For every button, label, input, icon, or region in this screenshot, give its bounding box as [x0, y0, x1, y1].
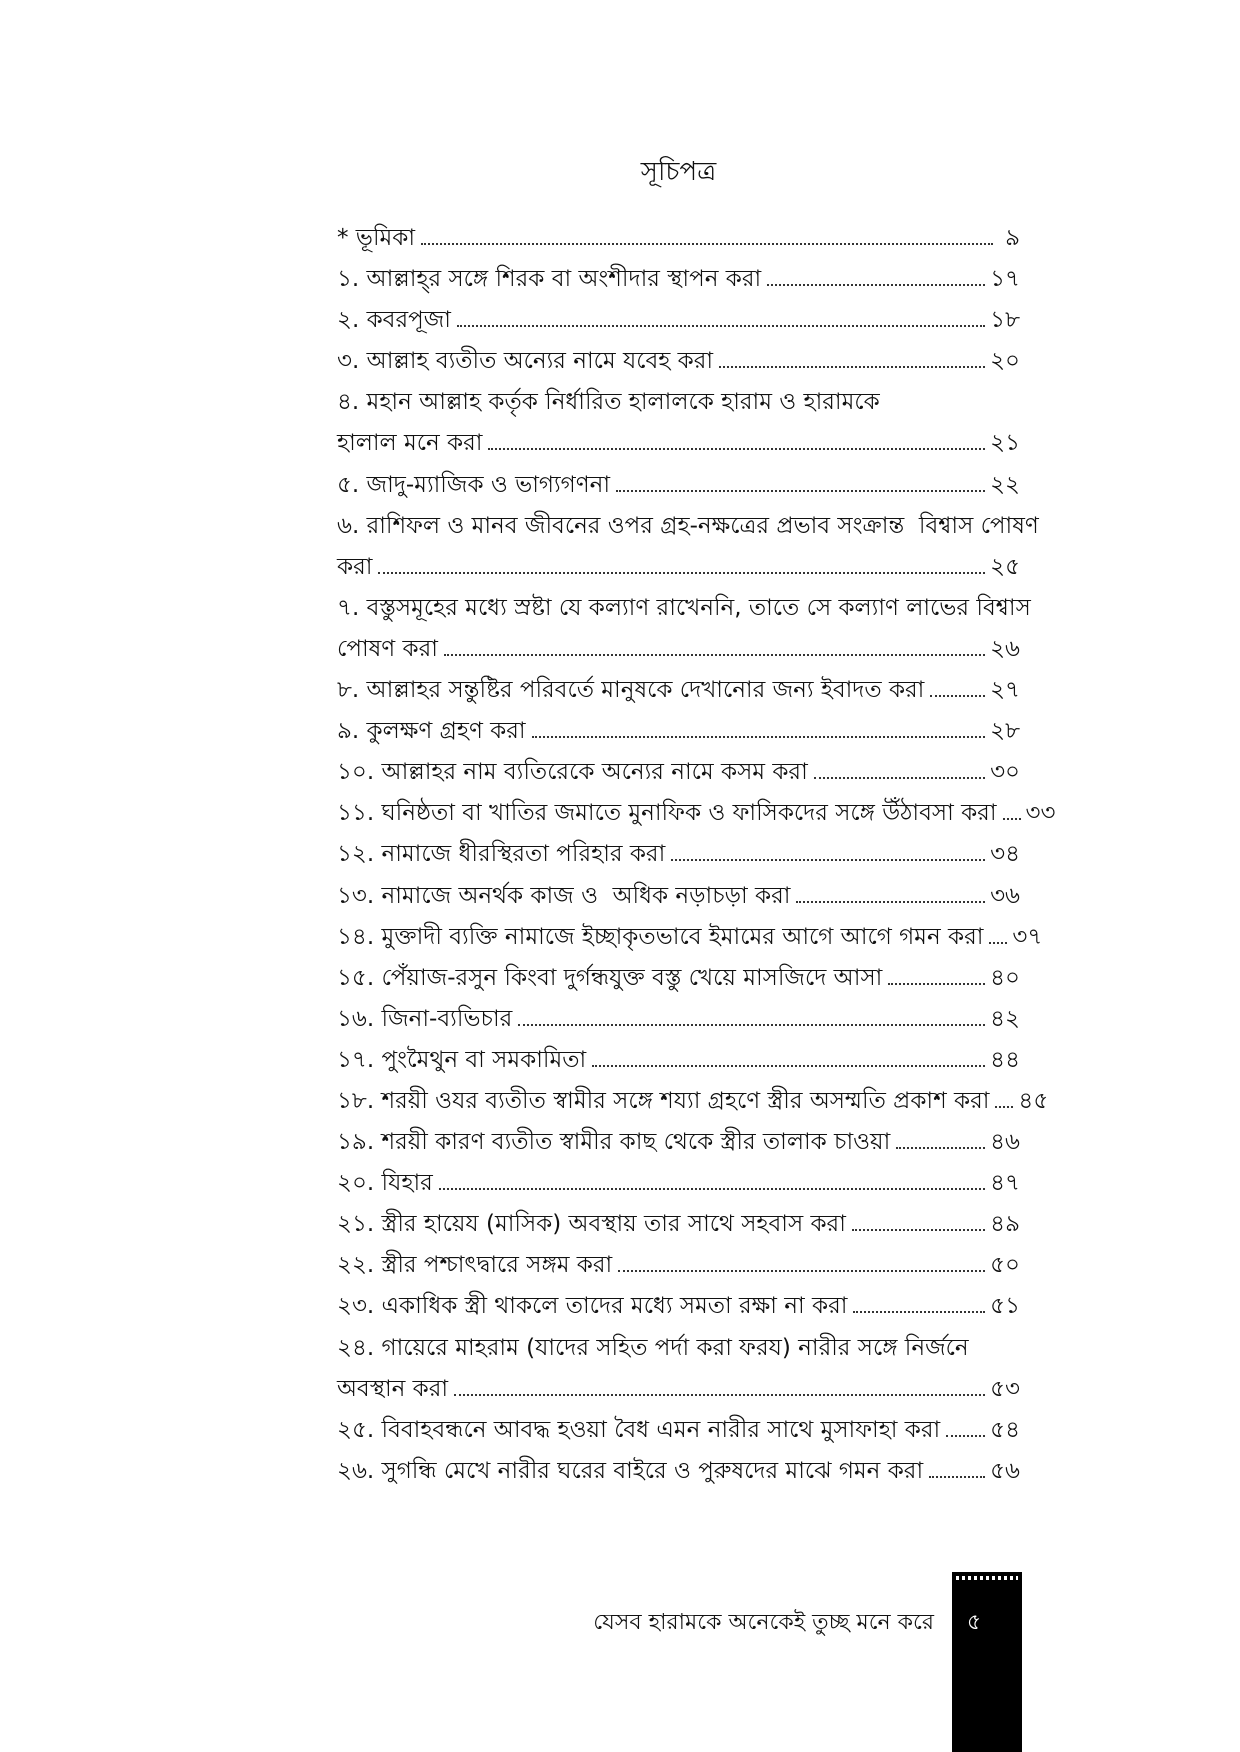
toc-entry-title-continued: করা [337, 553, 373, 580]
table-of-contents [337, 218, 1056, 1492]
thumb-tab-serrated-edge [956, 1576, 1018, 1580]
thumb-tab [952, 1572, 1022, 1752]
dot-leader [767, 284, 985, 286]
toc-entry-title: ৭. বস্তুসমূহের মধ্যে স্রষ্টা যে কল্যাণ রাখেননি, তাতে সে কল্যাণ লাভের বিশ্বাস [337, 594, 1031, 621]
toc-entry-title: ২৫. বিবাহবন্ধনে আবদ্ধ হওয়া বৈধ এমন নারীর সাথে মুসাফাহা করা [337, 1416, 941, 1443]
toc-entry-page: ৪০ [990, 964, 1020, 991]
toc-entry-page: ১৮ [990, 307, 1020, 334]
toc-entry [337, 382, 1020, 464]
running-footer-title: যেসব হারামকে অনেকেই তুচ্ছ মনে করে [593, 1610, 934, 1635]
dot-leader [930, 695, 985, 697]
dot-leader [671, 859, 985, 861]
toc-entry [337, 834, 1020, 875]
toc-entry-page: ৪৫ [1018, 1087, 1049, 1114]
toc-entry-title: ১১. ঘনিষ্ঠতা বা খাতির জমাতে মুনাফিক ও ফাসিকদের সঙ্গে উঁঠাবসা করা [337, 800, 997, 827]
toc-entry [337, 1204, 1020, 1245]
toc-entry [337, 1451, 1020, 1492]
toc-entry-page: ৩৩ [1025, 800, 1056, 827]
toc-entry [337, 588, 1031, 670]
dot-leader [532, 736, 986, 738]
toc-entry-title: ১৩. নামাজে অনর্থক কাজ ও অধিক নড়াচড়া করা [337, 882, 791, 909]
toc-entry-title: ২. কবরপূজা [337, 307, 451, 334]
toc-entry-page: ৫৬ [990, 1457, 1020, 1484]
dot-leader [592, 1065, 985, 1067]
dot-leader [995, 1106, 1013, 1108]
toc-entry [337, 670, 1020, 711]
toc-entry-page: ৫৩ [990, 1375, 1020, 1402]
toc-entry [337, 999, 1020, 1040]
toc-entry-title: ১৬. জিনা-ব্যভিচার [337, 1005, 513, 1032]
toc-entry-title: ৬. রাশিফল ও মানব জীবনের ওপর গ্রহ-নক্ষত্রের প্রভাব সংক্রান্ত বিশ্বাস পোষণ [337, 512, 1039, 539]
toc-entry-title: ৫. জাদু-ম্যাজিক ও ভাগ্যগণনা [337, 471, 611, 498]
dot-leader [989, 942, 1007, 944]
toc-entry-title: * ভূমিকা [337, 225, 416, 251]
dot-leader [719, 366, 985, 368]
toc-entry-title: ৯. কুলক্ষণ গ্রহণ করা [337, 718, 526, 745]
toc-entry [337, 506, 1039, 588]
dot-leader [439, 1188, 985, 1190]
dot-leader [457, 325, 985, 327]
dot-leader [616, 490, 985, 492]
dot-leader [852, 1229, 985, 1231]
dot-leader [929, 1476, 985, 1478]
dot-leader [853, 1311, 985, 1313]
toc-entry [337, 1081, 1049, 1122]
toc-entry-page: ৫০ [990, 1252, 1020, 1279]
toc-entry [337, 218, 1020, 259]
toc-entry-page: ১৭ [990, 266, 1020, 293]
dot-leader [1003, 818, 1021, 820]
toc-entry-line [337, 1369, 1020, 1410]
dot-leader [378, 572, 985, 574]
dot-leader [518, 1024, 985, 1026]
toc-entry-line [337, 1328, 1020, 1369]
toc-entry-page: ৪৬ [990, 1129, 1020, 1156]
toc-entry-page: ৪৭ [990, 1170, 1020, 1197]
toc-entry-page: ৫৪ [990, 1416, 1020, 1443]
toc-entry-title: ১. আল্লাহ্‌র সঙ্গে শিরক বা অংশীদার স্থাপন করা [337, 266, 762, 293]
toc-entry-title: ২৩. একাধিক স্ত্রী থাকলে তাদের মধ্যে সমতা রক্ষা না করা [337, 1293, 848, 1320]
toc-entry-title: ৩. আল্লাহ ব্যতীত অন্যের নামে যবেহ করা [337, 348, 714, 375]
dot-leader [946, 1435, 985, 1437]
toc-entry-line [337, 629, 1020, 670]
toc-entry-title: ২০. যিহার [337, 1170, 433, 1197]
toc-entry-page: ৪২ [990, 1005, 1020, 1032]
toc-entry-title-continued: অবস্থান করা [337, 1375, 449, 1402]
toc-entry [337, 752, 1020, 793]
toc-entry-page: ৪৪ [990, 1046, 1020, 1073]
toc-entry-page: ২২ [990, 471, 1020, 498]
toc-entry-title: ২২. স্ত্রীর পশ্চাৎদ্বারে সঙ্গম করা [337, 1252, 613, 1279]
toc-entry-page: ৩৭ [1012, 923, 1043, 950]
toc-entry [337, 1286, 1020, 1327]
toc-entry-title: ১২. নামাজে ধীরস্থিরতা পরিহার করা [337, 841, 666, 868]
toc-entry-line [337, 506, 1039, 547]
page-number: ৫ [966, 1610, 982, 1635]
toc-entry-title: ৮. আল্লাহর সন্তুষ্টির পরিবর্তে মানুষকে দেখানোর জন্য ইবাদত করা [337, 677, 925, 704]
toc-entry-page: ২৮ [990, 718, 1020, 745]
toc-entry-title: ১৯. শরয়ী কারণ ব্যতীত স্বামীর কাছ থেকে স্ত্রীর তালাক চাওয়া [337, 1129, 891, 1156]
toc-entry [337, 341, 1020, 382]
toc-entry-title: ১৮. শরয়ী ওযর ব্যতীত স্বামীর সঙ্গে শয্যা গ্রহণে স্ত্রীর অসম্মতি প্রকাশ করা [337, 1087, 990, 1114]
toc-entry [337, 958, 1020, 999]
toc-entry [337, 917, 1043, 958]
toc-entry-title: ১৪. মুক্তাদী ব্যক্তি নামাজে ইচ্ছাকৃতভাবে ইমামের আগে আগে গমন করা [337, 923, 984, 950]
toc-entry [337, 300, 1020, 341]
toc-entry [337, 1245, 1020, 1286]
toc-entry-page: ৩০ [990, 759, 1020, 786]
toc-entry-title: ৪. মহান আল্লাহ কর্তৃক নির্ধারিত হালালকে হারাম ও হারামকে [337, 389, 880, 416]
toc-entry-title: ২৬. সুগন্ধি মেখে নারীর ঘরের বাইরে ও পুরুষদের মাঝে গমন করা [337, 1457, 924, 1484]
toc-entry [337, 1410, 1020, 1451]
toc-entry-title-continued: পোষণ করা [337, 635, 438, 662]
toc-entry [337, 1163, 1020, 1204]
dot-leader [454, 1394, 985, 1396]
toc-entry-title: ২৪. গায়েরে মাহরাম (যাদের সহিত পর্দা করা ফরয) নারীর সঙ্গে নির্জনে [337, 1334, 969, 1361]
dot-leader [896, 1147, 985, 1149]
toc-entry [337, 1040, 1020, 1081]
toc-entry [337, 1328, 1020, 1410]
toc-entry [337, 876, 1020, 917]
dot-leader [888, 983, 985, 985]
toc-entry-page: ২৭ [990, 677, 1020, 704]
toc-entry-page: ২৫ [990, 553, 1020, 580]
toc-entry-page: ৩৬ [990, 882, 1020, 909]
toc-entry-page: ৪৯ [990, 1211, 1020, 1238]
toc-entry [337, 259, 1020, 300]
toc-entry-page: ৯ [1005, 225, 1020, 251]
toc-entry-page: ২৬ [990, 635, 1020, 662]
toc-entry-page: ৫১ [990, 1293, 1020, 1320]
toc-entry-line [337, 588, 1031, 629]
toc-entry-line [337, 423, 1020, 464]
toc-entry-line [337, 547, 1020, 588]
toc-entry-title-continued: হালাল মনে করা [337, 430, 483, 457]
toc-entry-title: ১৫. পেঁয়াজ-রসুন কিংবা দুর্গন্ধযুক্ত বস্তু খেয়ে মাসজিদে আসা [337, 964, 883, 991]
dot-leader [796, 901, 985, 903]
toc-entry-title: ১০. আল্লাহর নাম ব্যতিরেকে অন্যের নামে কসম করা [337, 759, 808, 786]
toc-entry [337, 711, 1020, 752]
toc-entry-title: ১৭. পুংমৈথুন বা সমকামিতা [337, 1046, 587, 1073]
dot-leader [488, 448, 985, 450]
toc-entry-line [337, 382, 1020, 423]
dot-leader [444, 654, 985, 656]
dot-leader [421, 243, 993, 245]
toc-entry [337, 793, 1056, 834]
toc-entry-page: ২০ [990, 348, 1020, 375]
dot-leader [814, 777, 985, 779]
toc-entry-title: ২১. স্ত্রীর হায়েয (মাসিক) অবস্থায় তার সাথে সহবাস করা [337, 1211, 846, 1238]
toc-entry [337, 465, 1020, 506]
dot-leader [618, 1270, 985, 1272]
page-title: সূচিপত্র [640, 157, 717, 187]
toc-entry-page: ২১ [990, 430, 1020, 457]
toc-entry [337, 1122, 1020, 1163]
toc-entry-page: ৩৪ [990, 841, 1020, 868]
